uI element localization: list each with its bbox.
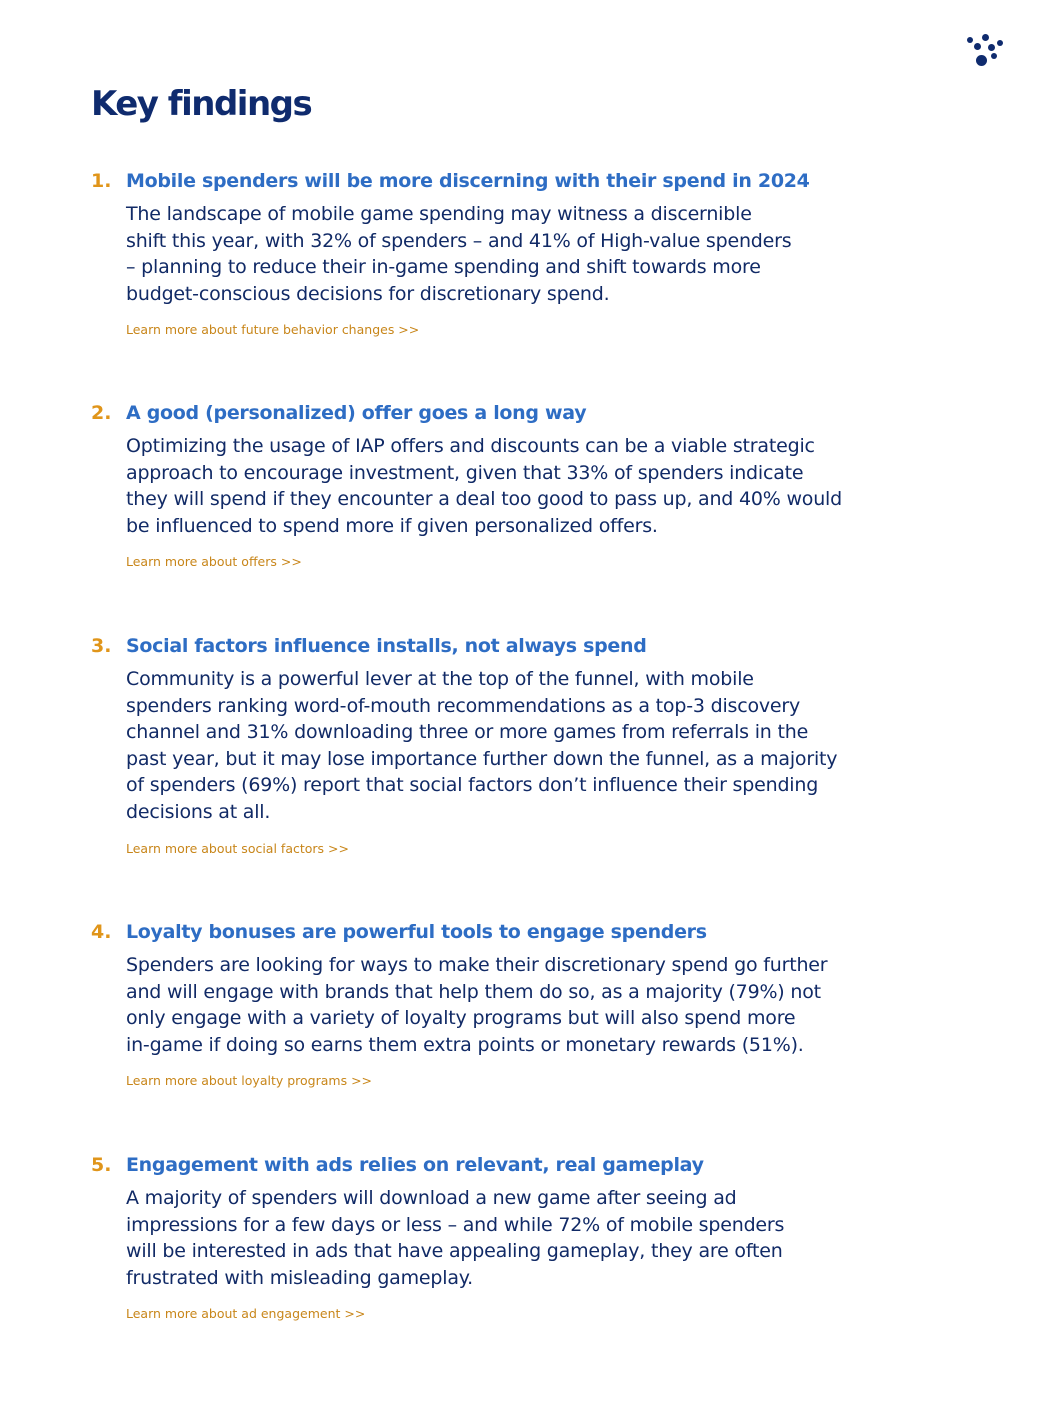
finding-number: 4. [91, 921, 112, 943]
body-line: – planning to reduce their in-game spending and shift towards more [126, 256, 761, 279]
body-line: Community is a powerful lever at the top of the funnel, with mobile [126, 668, 754, 690]
body-line: budget-conscious decisions for discretionary spend. [126, 282, 610, 305]
finding-number: 5. [91, 1154, 112, 1176]
learn-more-future-behavior-link[interactable]: Learn more about future behavior changes >> [126, 322, 420, 338]
finding-header [91, 632, 961, 660]
learn-more-offers-link[interactable]: Learn more about offers >> [126, 554, 302, 570]
body-line: approach to encourage investment, given that 33% of spenders indicate [126, 461, 804, 484]
finding-body [126, 201, 956, 307]
finding-heading: Social factors influence installs, not always spend [126, 635, 647, 657]
finding-header [91, 167, 961, 195]
finding-header [91, 399, 961, 427]
finding-body [126, 666, 956, 826]
body-line: channel and 31% downloading three or more games from referrals in the [126, 721, 809, 744]
body-line: be influenced to spend more if given personalized offers. [126, 514, 658, 537]
finding-body [126, 952, 956, 1058]
body-line: they will spend if they encounter a deal too good to pass up, and 40% would [126, 488, 842, 511]
body-line: only engage with a variety of loyalty programs but will also spend more [126, 1007, 796, 1030]
finding-number: 2. [91, 402, 112, 424]
finding-3 [91, 632, 961, 858]
body-line: A majority of spenders will download a new game after seeing ad [126, 1187, 737, 1209]
body-line: will be interested in ads that have appealing gameplay, they are often [126, 1240, 783, 1263]
finding-5 [91, 1151, 961, 1323]
body-line: of spenders (69%) report that social factors don’t influence their spending [126, 774, 819, 797]
body-line: impressions for a few days or less – and while 72% of mobile spenders [126, 1213, 785, 1236]
body-line: shift this year, with 32% of spenders – and 41% of High-value spenders [126, 229, 792, 252]
finding-heading: Mobile spenders will be more discerning with their spend in 2024 [126, 170, 810, 192]
body-line: frustrated with misleading gameplay. [126, 1266, 473, 1289]
finding-header [91, 1151, 961, 1179]
finding-1 [91, 167, 961, 339]
finding-header [91, 918, 961, 946]
finding-heading: Engagement with ads relies on relevant, real gameplay [126, 1154, 704, 1176]
body-line: and will engage with brands that help them do so, as a majority (79%) not [126, 980, 821, 1003]
finding-body [126, 433, 956, 539]
body-line: past year, but it may lose importance further down the funnel, as a majority [126, 747, 838, 770]
body-line: spenders ranking word-of-mouth recommendations as a top-3 discovery [126, 694, 801, 717]
body-line: in-game if doing so earns them extra points or monetary rewards (51%). [126, 1033, 804, 1056]
finding-body [126, 1185, 956, 1291]
finding-2 [91, 399, 961, 571]
finding-number: 3. [91, 635, 112, 657]
finding-4 [91, 918, 961, 1090]
body-line: Spenders are looking for ways to make their discretionary spend go further [126, 954, 828, 976]
page-title: Key findings [91, 84, 312, 124]
learn-more-social-factors-link[interactable]: Learn more about social factors >> [126, 840, 349, 856]
finding-heading: A good (personalized) offer goes a long way [126, 402, 587, 424]
finding-heading: Loyalty bonuses are powerful tools to engage spenders [126, 921, 707, 943]
finding-number: 1. [91, 170, 112, 192]
body-line: Optimizing the usage of IAP offers and discounts can be a viable strategic [126, 435, 815, 457]
learn-more-loyalty-programs-link[interactable]: Learn more about loyalty programs >> [126, 1073, 373, 1089]
body-line: The landscape of mobile game spending may witness a discernible [126, 203, 752, 225]
body-line: decisions at all. [126, 800, 271, 823]
dots-logo-icon [962, 34, 1008, 72]
learn-more-ad-engagement-link[interactable]: Learn more about ad engagement >> [126, 1306, 366, 1322]
